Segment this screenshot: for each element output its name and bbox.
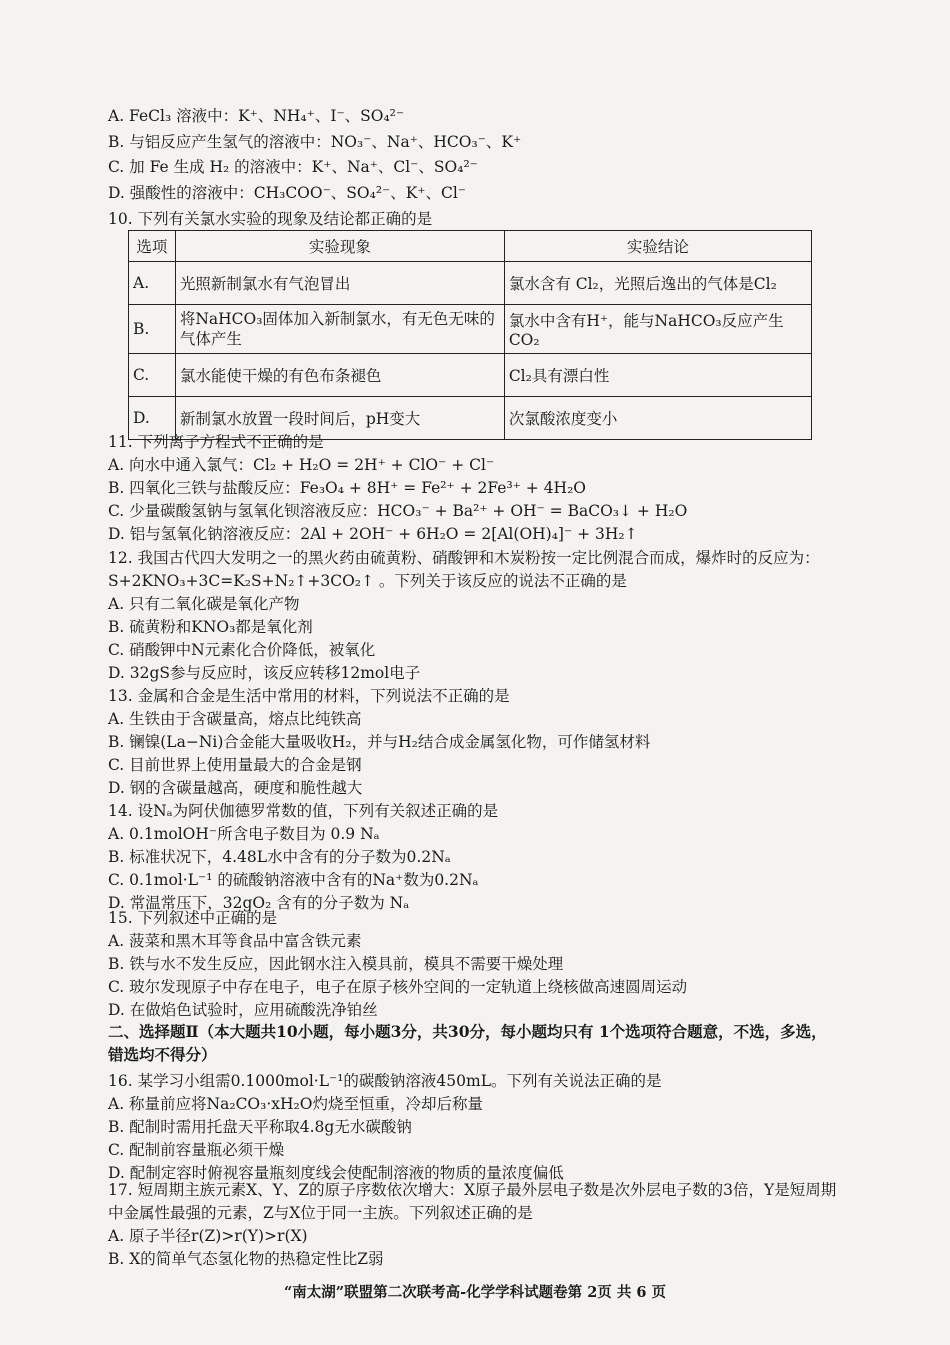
q13-option-b: B. 镧镍(La−Ni)合金能大量吸收H₂，并与H₂结合成金属氢化物，可作储氢材料 bbox=[108, 733, 651, 751]
q11-option-c: C. 少量碳酸氢钠与氢氧化钡溶液反应：HCO₃⁻ + Ba²⁺ + OH⁻ = BaCO₃↓ + H₂O bbox=[108, 502, 688, 520]
q15-option-c: C. 玻尔发现原子中存在电子，电子在原子核外空间的一定轨道上绕核做高速圆周运动 bbox=[108, 978, 688, 996]
q14-stem: 14. 设Nₐ为阿伏伽德罗常数的值，下列有关叙述正确的是 bbox=[108, 802, 499, 820]
q11-option-a: A. 向水中通入氯气：Cl₂ + H₂O = 2H⁺ + ClO⁻ + Cl⁻ bbox=[108, 456, 495, 474]
q16-option-c: C. 配制前容量瓶必须干燥 bbox=[108, 1141, 285, 1159]
row-phenomenon: 将NaHCO₃固体加入新制氯水，有无色无味的气体产生 bbox=[175, 305, 504, 354]
header-conclusion: 实验结论 bbox=[504, 231, 811, 262]
q14-option-a: A. 0.1molOH⁻所含电子数目为 0.9 Nₐ bbox=[108, 825, 380, 843]
row-label: B. bbox=[129, 305, 176, 354]
q14-option-c: C. 0.1mol·L⁻¹ 的硫酸钠溶液中含有的Na⁺数为0.2Nₐ bbox=[108, 871, 479, 889]
row-phenomenon: 氯水能使干燥的有色布条褪色 bbox=[175, 354, 504, 397]
q12-option-d: D. 32gS参与反应时，该反应转移12mol电子 bbox=[108, 664, 421, 682]
q9-option-d: D. 强酸性的溶液中：CH₃COO⁻、SO₄²⁻、K⁺、Cl⁻ bbox=[108, 184, 466, 202]
row-label: A. bbox=[129, 262, 176, 305]
q12-option-b: B. 硫黄粉和KNO₃都是氧化剂 bbox=[108, 618, 313, 636]
row-phenomenon: 新制氯水放置一段时间后，pH变大 bbox=[175, 397, 504, 440]
row-conclusion: 氯水中含有H⁺，能与NaHCO₃反应产生CO₂ bbox=[504, 305, 811, 354]
row-phenomenon: 光照新制氯水有气泡冒出 bbox=[175, 262, 504, 305]
q13-option-d: D. 钢的含碳量越高，硬度和脆性越大 bbox=[108, 779, 363, 797]
q17-stem-1: 17. 短周期主族元素X、Y、Z的原子序数依次增大：X原子最外层电子数是次外层电子数的3倍，Y是短周期 bbox=[108, 1181, 837, 1199]
q9-option-a: A. FeCl₃ 溶液中：K⁺、NH₄⁺、I⁻、SO₄²⁻ bbox=[108, 107, 405, 125]
q14-option-b: B. 标准状况下，4.48L水中含有的分子数为0.2Nₐ bbox=[108, 848, 451, 866]
q17-stem-2: 中金属性最强的元素，Z与X位于同一主族。下列叙述正确的是 bbox=[108, 1204, 533, 1222]
q15-option-a: A. 菠菜和黑木耳等食品中富含铁元素 bbox=[108, 932, 362, 950]
q12-stem-1: 12. 我国古代四大发明之一的黑火药由硫黄粉、硝酸钾和木炭粉按一定比例混合而成，爆炸时的反应为： bbox=[108, 549, 820, 567]
header-phenomenon: 实验现象 bbox=[175, 231, 504, 262]
header-option: 选项 bbox=[129, 231, 176, 262]
q13-option-c: C. 目前世界上使用量最大的合金是钢 bbox=[108, 756, 362, 774]
q16-option-b: B. 配制时需用托盘天平称取4.8g无水碳酸钠 bbox=[108, 1118, 412, 1136]
q13-option-a: A. 生铁由于含碳量高，熔点比纯铁高 bbox=[108, 710, 362, 728]
q12-option-c: C. 硝酸钾中N元素化合价降低，被氧化 bbox=[108, 641, 376, 659]
table-header-row bbox=[129, 231, 812, 262]
q17-option-b: B. X的简单气态氢化物的热稳定性比Z弱 bbox=[108, 1250, 384, 1268]
row-conclusion: 次氯酸浓度变小 bbox=[504, 397, 811, 440]
page-footer: “南太湖”联盟第二次联考高-化学学科试题卷第 2页 共 6 页 bbox=[283, 1284, 667, 1301]
q16-option-d: D. 配制定容时俯视容量瓶刻度线会使配制溶液的物质的量浓度偏低 bbox=[108, 1164, 564, 1182]
q15-stem: 15. 下列叙述中正确的是 bbox=[108, 909, 278, 927]
q11-option-d: D. 铝与氢氧化钠溶液反应：2Al + 2OH⁻ + 6H₂O = 2[Al(OH)₄]⁻ + 3H₂↑ bbox=[108, 525, 638, 543]
table-row bbox=[129, 354, 812, 397]
q13-stem: 13. 金属和合金是生活中常用的材料，下列说法不正确的是 bbox=[108, 687, 510, 705]
q15-option-d: D. 在做焰色试验时，应用硫酸洗净铂丝 bbox=[108, 1001, 378, 1019]
q11-option-b: B. 四氧化三铁与盐酸反应：Fe₃O₄ + 8H⁺ = Fe²⁺ + 2Fe³⁺ + 4H₂O bbox=[108, 479, 586, 497]
section-heading-1: 二、选择题Ⅱ（本大题共10小题，每小题3分，共30分，每小题均只有 1个选项符合题意，不选，多选， bbox=[108, 1022, 827, 1041]
row-label: C. bbox=[129, 354, 176, 397]
table-row bbox=[129, 305, 812, 354]
table-row bbox=[129, 262, 812, 305]
q10-table bbox=[128, 230, 812, 440]
q12-option-a: A. 只有二氧化碳是氧化产物 bbox=[108, 595, 300, 613]
row-conclusion: Cl₂具有漂白性 bbox=[504, 354, 811, 397]
q11-stem: 11. 下列离子方程式不正确的是 bbox=[108, 433, 324, 451]
q9-option-c: C. 加 Fe 生成 H₂ 的溶液中：K⁺、Na⁺、Cl⁻、SO₄²⁻ bbox=[108, 158, 478, 176]
q17-option-a: A. 原子半径r(Z)>r(Y)>r(X) bbox=[108, 1227, 308, 1245]
q16-stem: 16. 某学习小组需0.1000mol·L⁻¹的碳酸钠溶液450mL。下列有关说法正确的是 bbox=[108, 1072, 662, 1090]
q16-option-a: A. 称量前应将Na₂CO₃·xH₂O灼烧至恒重，冷却后称量 bbox=[108, 1095, 483, 1113]
q14-option-d: D. 常温常压下，32gO₂ 含有的分子数为 Nₐ bbox=[108, 894, 410, 912]
q15-option-b: B. 铁与水不发生反应，因此钢水注入模具前，模具不需要干燥处理 bbox=[108, 955, 564, 973]
section-heading-2: 错选均不得分） bbox=[108, 1045, 217, 1064]
q12-stem-2: S+2KNO₃+3C=K₂S+N₂↑+3CO₂↑ 。下列关于该反应的说法不正确的是 bbox=[108, 572, 627, 590]
row-conclusion: 氯水含有 Cl₂，光照后逸出的气体是Cl₂ bbox=[504, 262, 811, 305]
q9-option-b: B. 与铝反应产生氢气的溶液中：NO₃⁻、Na⁺、HCO₃⁻、K⁺ bbox=[108, 133, 522, 151]
row-label: D. bbox=[129, 397, 176, 440]
q10-stem: 10. 下列有关氯水实验的现象及结论都正确的是 bbox=[108, 210, 433, 228]
